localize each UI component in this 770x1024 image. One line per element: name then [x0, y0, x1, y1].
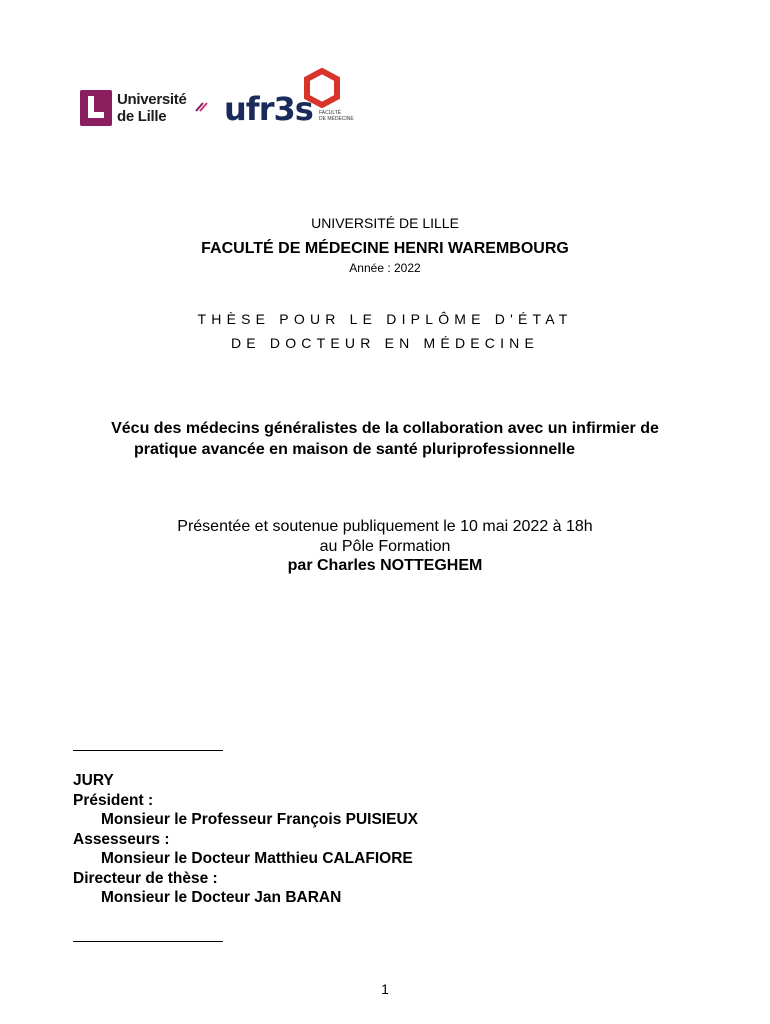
president-name: Monsieur le Professeur François PUISIEUX: [101, 811, 418, 828]
director-name: Monsieur le Docteur Jan BARAN: [101, 889, 342, 906]
academic-year: Année : 2022: [349, 261, 421, 275]
ufr3s-logo: [224, 68, 354, 128]
presentation-venue: au Pôle Formation: [319, 538, 451, 555]
author-name: par Charles NOTTEGHEM: [287, 557, 483, 574]
assessor-name: Monsieur le Docteur Matthieu CALAFIORE: [101, 850, 413, 867]
university-name: UNIVERSITÉ DE LILLE: [311, 215, 459, 231]
jury-heading: JURY: [73, 772, 114, 789]
thesis-type-line-1: THÈSE POUR LE DIPLÔME D'ÉTAT: [197, 311, 573, 327]
thesis-type-line-2: DE DOCTEUR EN MÉDECINE: [230, 335, 540, 351]
ufr3s-subtitle: FACULTÉ DE MÉDECINE: [319, 110, 354, 122]
universite-de-lille-logo: [80, 90, 195, 126]
divider-top: [73, 750, 223, 751]
assessors-label: Assesseurs :: [73, 830, 170, 848]
jury-section: [73, 771, 418, 908]
universite-de-lille-mark-icon: [80, 90, 112, 126]
universite-de-lille-wordmark: Université de Lille: [117, 91, 187, 125]
decorative-slash-icon: [194, 102, 208, 112]
director-label: Directeur de thèse :: [73, 869, 218, 887]
thesis-title-line-2: pratique avancée en maison de santé pluriprofessionnelle: [134, 441, 576, 458]
ufr3s-hexagon-icon: [302, 68, 342, 108]
president-label: Président :: [73, 791, 154, 809]
divider-bottom: [73, 941, 223, 942]
ufr3s-wordmark: ufr3s: [224, 90, 313, 128]
faculty-name: FACULTÉ DE MÉDECINE HENRI WAREMBOURG: [201, 240, 569, 257]
page-number: 1: [381, 981, 389, 997]
presentation-date: Présentée et soutenue publiquement le 10 mai 2022 à 18h: [177, 518, 593, 535]
thesis-title-line-1: Vécu des médecins généralistes de la collaboration avec un infirmier de: [111, 420, 659, 437]
